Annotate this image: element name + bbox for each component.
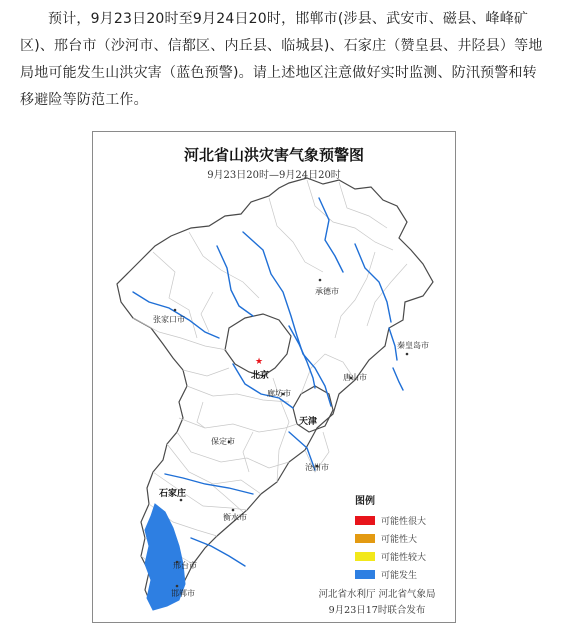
city-label-zhangjiakou: 张家口市 [153,315,185,324]
legend-label: 可能性很大 [381,516,427,527]
legend-swatch [355,552,375,561]
legend-label: 可能性大 [381,534,418,545]
legend-label: 可能性较大 [381,552,427,563]
city-label-chengde: 承德市 [315,287,339,296]
city-label-cangzhou: 沧州市 [305,463,329,472]
city-label-tianjin: 天津 [299,416,318,426]
legend-item-very-high [355,512,445,528]
city-label-hengshui: 衡水市 [223,513,247,522]
legend-swatch [355,516,375,525]
map-subtitle: 9月23日20时—9月24日20时 [207,170,341,181]
map-legend [355,492,445,584]
issue-time: 9月23日17时联合发布 [328,605,426,616]
issuer-block [303,587,451,619]
city-label-tangshan: 唐山市 [343,373,367,382]
legend-swatch [355,534,375,543]
city-label-shijiazhuang: 石家庄 [159,488,187,498]
city-label-baoding: 保定市 [211,437,235,446]
legend-item-high [355,530,445,546]
legend-item-relatively-high [355,548,445,564]
legend-title: 图例 [355,496,375,507]
capital-star-icon: ★ [254,357,264,367]
legend-item-possible [355,566,445,582]
legend-label: 可能发生 [381,570,418,581]
city-label-handan: 邯郸市 [171,589,195,598]
issuer-agencies: 河北省水利厅 河北省气象局 [318,589,436,600]
city-label-langfang: 廊坊市 [267,389,291,398]
forecast-paragraph: 预计，9月23日20时至9月24日20时，邯郸市(涉县、武安市、磁县、峰峰矿区)、邢台市（沙河市、信都区、内丘县、临城县)、石家庄（赞皇县、井陉县）等地局地可能发生山洪灾害（蓝色预警)。请上述地区注意做好实时监测、防汛预警和转移避险等防范工作。 [20,11,543,108]
city-label-beijing: 北京 [251,370,270,380]
city-label-qinhuangdao: 秦皇岛市 [397,341,429,350]
legend-swatch [355,570,375,579]
city-label-xingtai: 邢台市 [173,561,197,570]
warning-map [92,131,456,623]
map-title: 河北省山洪灾害气象预警图 [183,146,364,164]
